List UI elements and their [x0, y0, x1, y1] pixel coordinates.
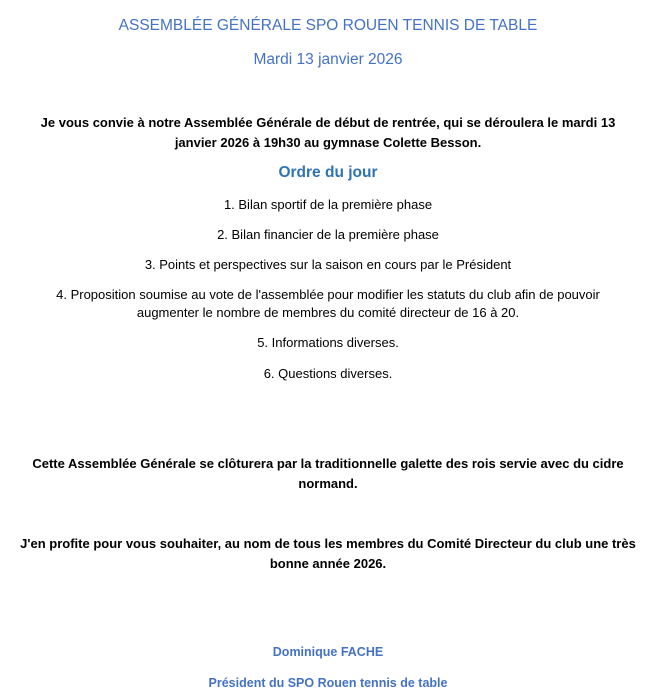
intro-text-line-1: Je vous convie à notre Assemblée Générale de début de rentrée, qui se déroulera le mardi 13: [40, 115, 616, 130]
intro-text-line-2: janvier 2026 à 19h30 au gymnase Colette Besson.: [174, 135, 482, 150]
document-title: ASSEMBLÉE GÉNÉRALE SPO ROUEN TENNIS DE TABLE: [118, 17, 538, 34]
wishes-text-line-1: J'en profite pour vous souhaiter, au nom de tous les membres du Comité Directeur du club une très: [20, 536, 636, 551]
agenda-heading: Ordre du jour: [278, 164, 378, 181]
agenda-item-6: 6. Questions diverses.: [263, 366, 393, 381]
meeting-date: Mardi 13 janvier 2026: [253, 51, 403, 68]
signature-name: Dominique FACHE: [272, 645, 384, 659]
signature-role: Président du SPO Rouen tennis de table: [208, 676, 448, 690]
wishes-text-line-2: bonne année 2026.: [269, 556, 387, 571]
agenda-item-4-line-1: 4. Proposition soumise au vote de l'assemblée pour modifier les statuts du club afin de pouvoir: [56, 287, 600, 302]
agenda-item-2: 2. Bilan financier de la première phase: [217, 227, 439, 242]
agenda-item-5: 5. Informations diverses.: [257, 335, 399, 350]
closing-text-line-1: Cette Assemblée Générale se clôturera par la traditionnelle galette des rois servie avec du cidre: [32, 456, 624, 471]
agenda-item-4-line-2: augmenter le nombre de membres du comité directeur de 16 à 20.: [136, 305, 520, 320]
agenda-item-1: 1. Bilan sportif de la première phase: [223, 197, 433, 212]
agenda-item-3: 3. Points et perspectives sur la saison en cours par le Président: [144, 257, 512, 272]
closing-text-line-2: normand.: [298, 476, 358, 491]
